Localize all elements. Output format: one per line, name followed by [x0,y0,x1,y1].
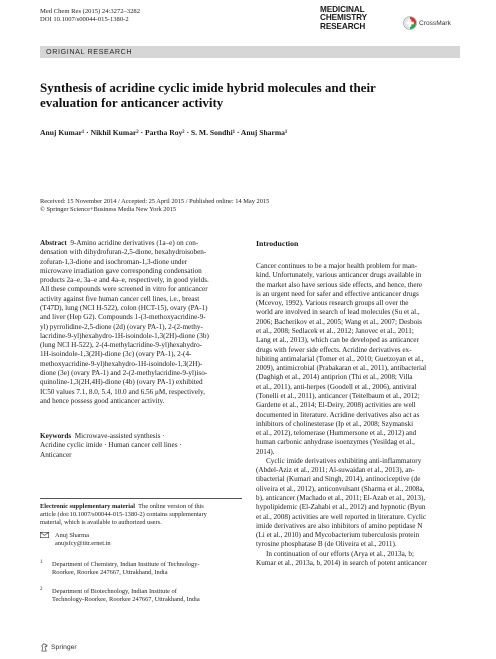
abstract-heading: Abstract [40,239,67,247]
abstract-line: Abstract 9-Amino acridine derivatives (1a–e) on con- [40,239,199,247]
contact-name: Anuj Sharma [55,532,89,539]
abstract-line: (lung NCI H-522), 2-(4-methylacridine-9-yl)hexahydro- [40,341,203,350]
intro-paragraph-1: Cancer continues to be a major health problem for man- kind. Unfortunately, various anticancer drugs available in the market also have serious side effects, and hence, there is an urgent need for safer and effective anticancer drugs (Mcevoy, 1992). Various research groups all over the world are involved in search of lead molecules (Su et al., 2006; Bacherikov et al., 2005; Wang et al., 2007; Desbois et al., 2008; Sedlacek et al., 2012; Janovec et al., 2011; Lang et al., 2013), which can be developed as anticancer drugs with fewer side effects. Acridine derivatives ex- hibiting antimalarial (Tomer et al., 2010; Guetzoyan et al., 2009), antimicrobial (Prabakaran et al., 2011), antibacterial (Daghigh et al., 2014) antiprion (Thi et al., 2008; Villa et al., 2011), anti-herpes (Goodell et al., 2006), antiviral (Tonelli et al., 2011), anticancer (Teitelbaum et al., 2012; Gardette et al., 2014; El-Deiry, 2008) activities are well documented in literature. Acridine derivatives also act as inhibitors of cholinesterase (Ip et al., 2008; Szymanski et al., 2012), telomerase (Hummersone et al., 2012) and human carbonic anhydrase isoenzymes (Yesildag et al., 2014). [256,262,427,456]
crossmark-badge[interactable] [403,16,451,30]
abstract-line: lacridine-9-yl)hexahydro-1H-isoindole-1,3(2H)-dione (3b) [40,331,209,340]
supplementary-note: Electronic supplementary material The online version of this article (doi:10.1007/s00044-015-1380-2) contains supplementary material, which is available to authorized users. [40,503,242,527]
article-type-band [40,46,460,58]
journal-logo [320,6,460,34]
introduction-heading: Introduction [256,239,299,248]
crossmark-label: CrossMark [419,19,451,27]
author-list: Anuj Kumar¹ · Nikhil Kumar² · Partha Roy² · S. M. Sondhi¹ · Anuj Sharma¹ [40,128,288,137]
abstract-line: densation with dihydrofuran-2,5-dione, hexahydroisoben- [40,248,207,257]
abstract-line: dione (3e) (ovary PA-1) and 2-(2-methylacridine-9-yl)iso- [40,368,208,377]
abstract-line: and liver (Hep G2). Compounds 1-(3-methoxyacridine-9- [40,313,206,322]
keywords-heading: Keywords [40,432,72,440]
esm-doi[interactable]: article (doi:10.1007/s00044-015-1380-2) contains supplementary [40,511,207,519]
publisher-name: Springer [51,644,77,651]
affiliation-number: 2 [40,587,43,592]
contact-email[interactable]: anujsfcy@iitr.ernet.in [55,540,111,548]
doi-line[interactable]: DOI 10.1007/s00044-015-1380-2 [40,16,129,24]
abstract-line: microwave irradiation gave corresponding condensation [40,266,202,275]
received-accepted-dates: Received: 15 November 2014 / Accepted: 25 April 2015 / Published online: 14 May 2015 [40,198,270,205]
journal-header [40,8,140,24]
article-title: Synthesis of acridine cyclic imide hybrid molecules and their evaluation for anticancer activity [40,80,376,110]
keywords: Keywords Microwave-assisted synthesis · Acridine cyclic imide · Human cancer cell lines · Anticancer [40,432,182,459]
abstract-line: yl) pyrrolidine-2,5-dione (2d) (ovary PA-1), 2-(2-methy- [40,322,203,331]
article-type: ORIGINAL RESEARCH [46,47,133,56]
abstract-line: and hence possess good anticancer activity. [40,396,165,405]
footnote-rule [40,498,242,499]
abstract-line: methoxyacridine-9-yl)hexahydro-1H-isoindole-1,3(2H)- [40,359,203,368]
affiliation-1: 1 Department of Chemistry, Indian Institute of Technology- Roorkee, Roorkee 247667, Uttrakhand, India [40,560,200,577]
intro-paragraph-2: Cyclic imide derivatives exhibiting anti-inflammatory (Abdel-Aziz et al., 2011; Al-suwaidan et al., 2013), an- tibacterial (Kumari and Singh, 2014), antinociceptive (de oliveira et al., 2012), anticonvulsant (Sharma et al., 2008a, b), anticancer (Machado et al., 2011; El-Azab et al., 2013), hypolipidemic (El-Zahabi et al., 2012) and hypnotic (Byun et al., 2008) activities are well reported in literature. Cyclic imide derivatives are also inhibitors of amino peptidase N (Li et al., 2010) and Mycobacterium tuberculosis protein tyrosine phosphatase B (de Oliveira et al., 2011). [256,456,427,549]
copyright-line: © Springer Science+Business Media New York 2015 [40,206,177,213]
abstract [40,239,242,406]
abstract-line: products 2a–e, 3a–e and 4a–e, respectively, in good yields. [40,276,209,285]
abstract-line: All these compounds were screened in vitro for anticancer [40,285,208,294]
abstract-line: IC50 values 7.1, 8.0, 5.4, 10.0 and 6.56 μM, respectively, [40,387,205,396]
crossmark-icon [403,16,417,30]
envelope-icon [40,532,49,538]
abstract-line: (T47D), lung (NCI H-522), colon (HCT-15), ovary (PA-1) [40,303,208,312]
affiliation-number: 1 [40,560,43,565]
affiliation-2: 2 Department of Biotechnology, Indian Institute of Technology-Roorkee, Roorkee 247667, Uttrakhand, India [40,587,200,604]
publisher-footer [40,643,77,652]
journal-logo-text: MEDICINAL CHEMISTRY RESEARCH [320,5,368,31]
intro-paragraph-3: In continuation of our efforts (Arya et al., 2013a, b; Kumar et al., 2013a, b, 2014) in search of potent anticancer [256,549,427,567]
abstract-line: quinoline-1,3(2H,4H)-dione (4b) (ovary PA-1) exhibited [40,378,203,387]
publication-dates [40,198,460,214]
abstract-line: zofuran-1,3-dione and isochroman-1,3-dione under [40,257,188,266]
introduction [256,239,458,568]
abstract-line: 1H-isoindole-1,3(2H)-dione (3c) (ovary PA-1), 2-(4- [40,350,192,359]
springer-horse-icon [40,643,49,652]
journal-citation: Med Chem Res (2015) 24:3272–3282 [40,8,140,15]
abstract-line: activity against five human cancer cell lines, i.e., breast [40,294,200,303]
esm-heading: Electronic supplementary material [40,503,136,510]
corresponding-author [40,532,242,548]
